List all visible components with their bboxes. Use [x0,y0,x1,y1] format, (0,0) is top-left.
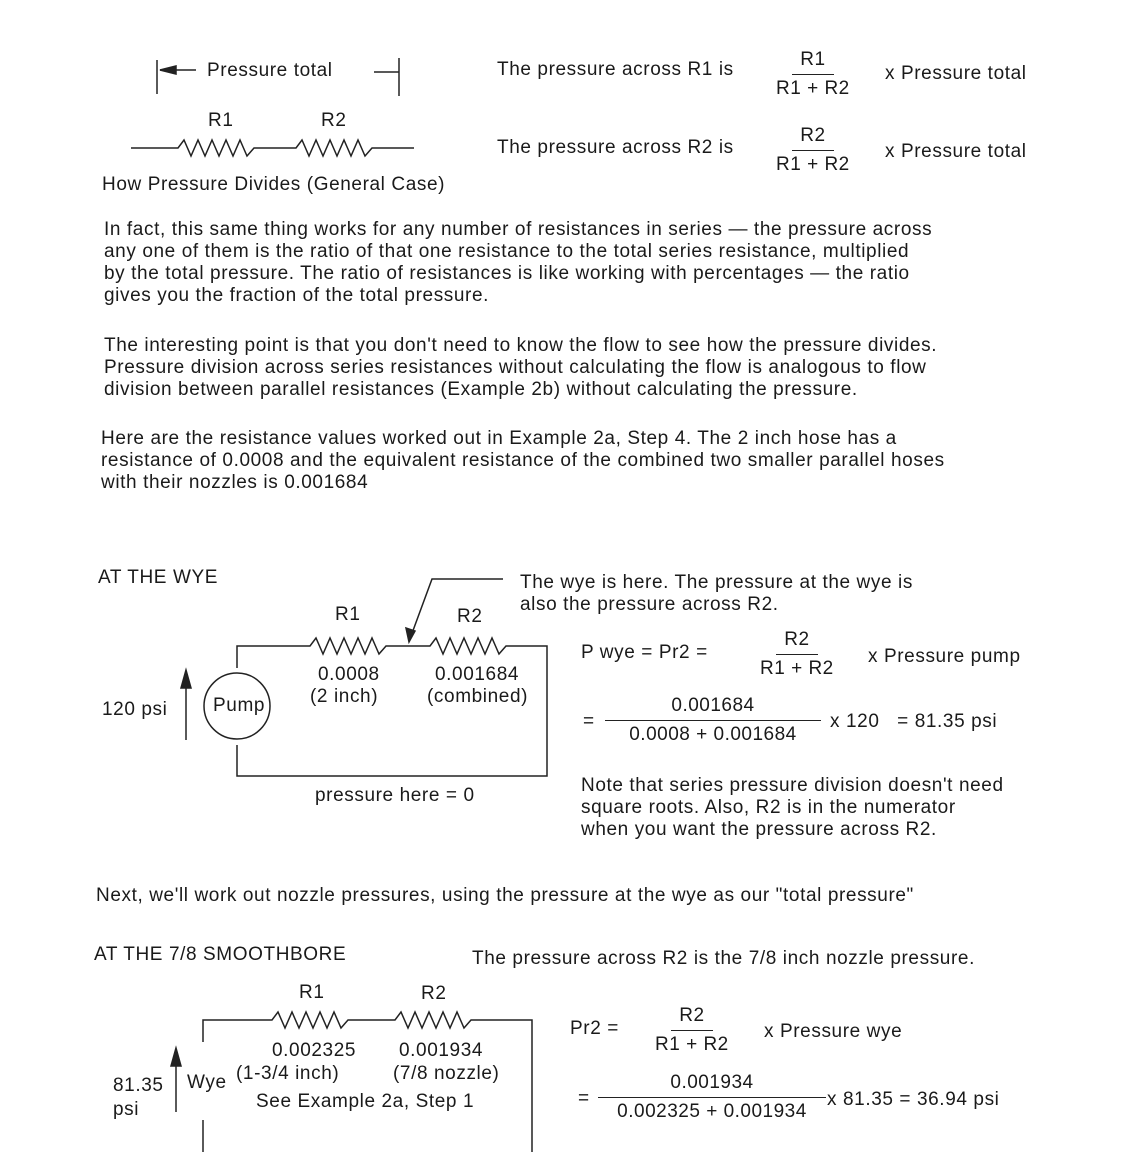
general-eq1-prefix: The pressure across R1 is [497,59,734,80]
general-r1-label: R1 [208,110,234,131]
wye-eq1-numerator: R2 [776,629,817,655]
general-case-caption: How Pressure Divides (General Case) [102,174,446,195]
general-eq2-denominator: R1 + R2 [776,154,850,175]
wye-r2-desc: (combined) [427,686,529,707]
wye-eq1-prefix: P wye = Pr2 = [581,642,708,663]
general-eq2-fraction [768,125,858,176]
general-eq1-numerator: R1 [792,49,833,75]
wye-source-value: 81.35 [113,1075,164,1096]
wye-eq2-numerator: 0.001684 [605,695,821,721]
pump-label: Pump [213,695,266,716]
wye-arrow-icon [171,1048,181,1066]
smoothbore-eq2-numerator: 0.001934 [598,1072,826,1098]
callout-line: also the pressure across R2. [520,594,779,615]
wye-eq2-fraction [605,695,821,746]
wye-heading: AT THE WYE [98,567,219,588]
smoothbore-heading: AT THE 7/8 SMOOTHBORE [94,944,347,965]
paragraph-line: resistance of 0.0008 and the equivalent resistance of the combined two smaller parallel hoses [101,450,945,471]
paragraph-line: with their nozzles is 0.001684 [101,472,369,493]
smoothbore-r1-label: R1 [299,982,325,1003]
smoothbore-eq2-denominator: 0.002325 + 0.001934 [617,1101,807,1122]
smoothbore-eq1-fraction [647,1005,737,1056]
next-paragraph: Next, we'll work out nozzle pressures, using the pressure at the wye as our "total pressure" [96,885,914,906]
general-eq1-denominator: R1 + R2 [776,78,850,99]
wye-eq1-suffix: x Pressure pump [868,646,1021,667]
wye-r2-value: 0.001684 [435,664,520,685]
wye-eq1-fraction [752,629,842,680]
smoothbore-r2-desc: (7/8 nozzle) [393,1063,500,1084]
general-eq1-suffix: x Pressure total [885,63,1027,84]
pump-arrow-icon [181,670,191,688]
wye-eq2-prefix: = [583,711,595,732]
note-line: Note that series pressure division doesn't need [581,775,1004,796]
dimension-arrowhead-icon [160,66,176,74]
smoothbore-r2-value: 0.001934 [399,1040,484,1061]
general-eq2-numerator: R2 [792,125,833,151]
wye-source-label: Wye [187,1072,227,1093]
note-line: when you want the pressure across R2. [581,819,937,840]
paragraph-line: Here are the resistance values worked out in Example 2a, Step 4. The 2 inch hose has a [101,428,897,449]
paragraph-line: by the total pressure. The ratio of resistances is like working with percentages — the ratio [104,263,910,284]
smoothbore-see-text: See Example 2a, Step 1 [256,1091,475,1112]
smoothbore-r1-value: 0.002325 [272,1040,357,1061]
general-resistor-chain [131,140,414,156]
paragraph-line: division between parallel resistances (Example 2b) without calculating the pressure. [104,379,858,400]
general-r2-label: R2 [321,110,347,131]
pump-pressure: 120 psi [102,699,168,720]
smoothbore-eq1-prefix: Pr2 = [570,1018,619,1039]
paragraph-series [104,219,932,307]
paragraph-values [101,428,945,494]
paragraph-line: The interesting point is that you don't need to know the flow to see how the pressure divides. [104,335,938,356]
smoothbore-eq2-prefix: = [578,1088,590,1109]
smoothbore-intro: The pressure across R2 is the 7/8 inch nozzle pressure. [472,948,975,969]
wye-eq1-denominator: R1 + R2 [760,658,834,679]
pressure-total-label: Pressure total [207,60,333,81]
wye-r1-label: R1 [335,604,361,625]
smoothbore-eq1-denominator: R1 + R2 [655,1034,729,1055]
smoothbore-eq2-suffix: x 81.35 = 36.94 psi [827,1089,1000,1110]
callout-arrowhead-icon [406,628,415,642]
smoothbore-eq2-fraction [598,1072,826,1123]
wye-r1-desc: (2 inch) [310,686,379,707]
wye-eq2-suffix: x 120 = 81.35 psi [830,711,998,732]
wye-r1-value: 0.0008 [318,664,380,685]
smoothbore-eq1-numerator: R2 [671,1005,712,1031]
callout-line: The wye is here. The pressure at the wye is [520,572,913,593]
wye-source-unit: psi [113,1099,140,1120]
smoothbore-eq1-suffix: x Pressure wye [764,1021,903,1042]
paragraph-line: Pressure division across series resistances without calculating the flow is analogous to flow [104,357,927,378]
wye-eq2-denominator: 0.0008 + 0.001684 [629,724,797,745]
ground-label: pressure here = 0 [315,785,475,806]
paragraph-line: any one of them is the ratio of that one resistance to the total series resistance, multiplied [104,241,910,262]
paragraph-line: In fact, this same thing works for any number of resistances in series — the pressure across [104,219,933,240]
wye-r2-label: R2 [457,606,483,627]
general-eq2-suffix: x Pressure total [885,141,1027,162]
wye-note [581,775,1004,841]
paragraph-line: gives you the fraction of the total pressure. [104,285,490,306]
wye-callout [520,572,913,616]
smoothbore-r1-desc: (1-3/4 inch) [236,1063,340,1084]
note-line: square roots. Also, R2 is in the numerator [581,797,956,818]
general-eq2-prefix: The pressure across R2 is [497,137,734,158]
paragraph-flow [104,335,937,401]
general-eq1-fraction [768,49,858,100]
smoothbore-r2-label: R2 [421,983,447,1004]
